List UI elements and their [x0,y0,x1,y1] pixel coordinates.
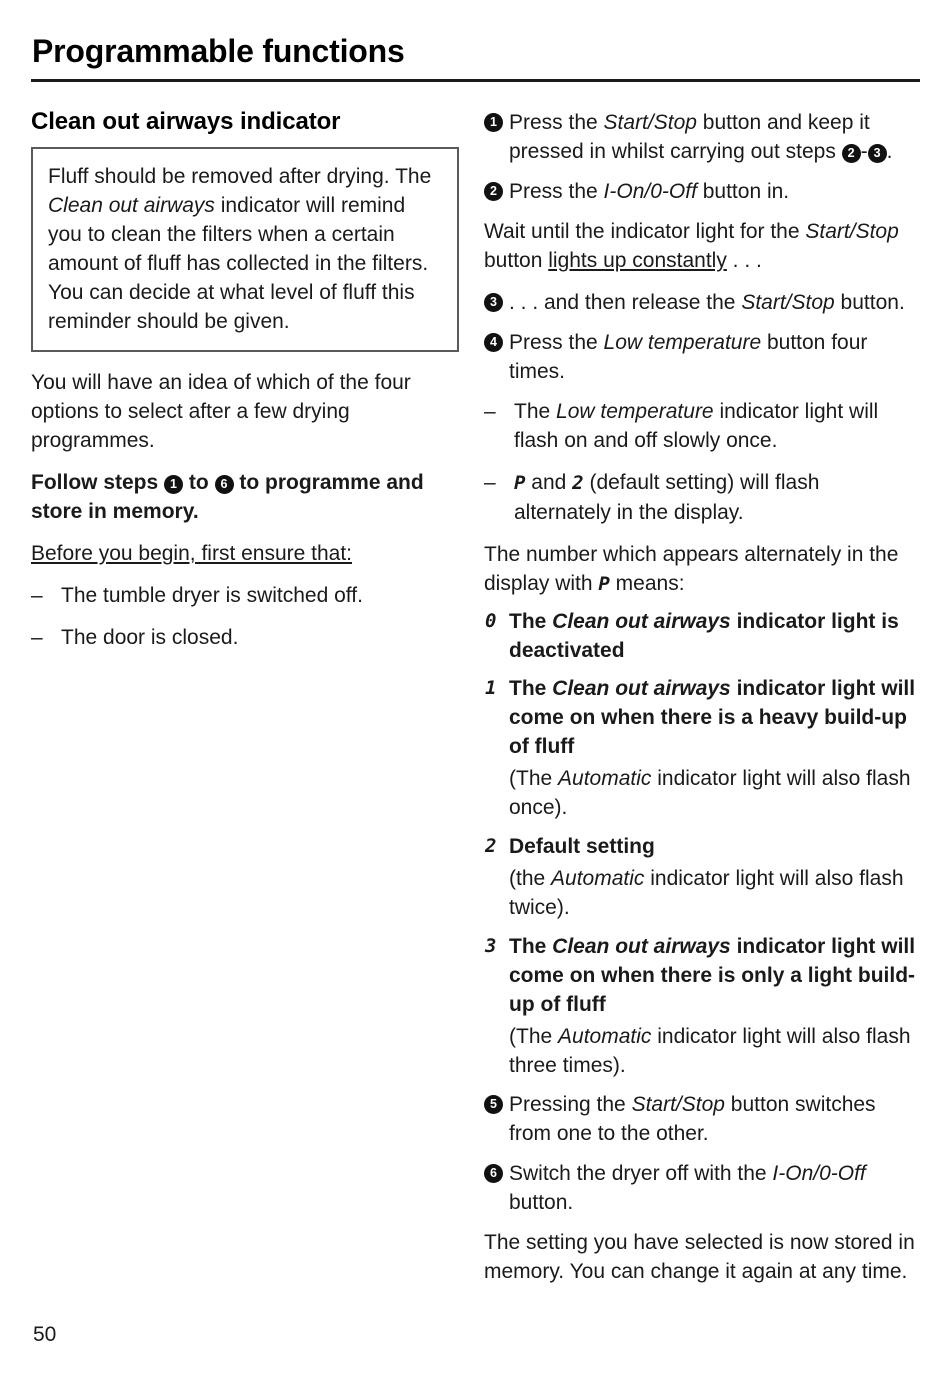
step-number-1: 1 [484,113,503,132]
option-1-note-b: indicator light will also flash once). [509,767,911,819]
number-meaning-text-b: means: [609,572,685,595]
dash-marker: – [31,626,43,649]
option-marker-3: 3 [485,935,497,957]
step-4-text-b: button four times. [509,331,868,383]
step-6-italic-a: I-On/0-Off [772,1162,866,1185]
number-meaning-text-a: The number which appears alternately in the display with [484,543,899,595]
dash-marker: – [484,400,496,423]
step-3 [484,288,920,317]
option-1-note-a: (The [509,767,559,790]
follow-steps-part-1: Follow steps [31,471,165,494]
option-3-note-a: (The [509,1025,559,1048]
option-1 [484,674,920,761]
step-bullet-1: 1 [164,475,183,494]
display-code-2: 2 [572,472,584,494]
step-1-text-b: button and keep it pressed in whilst carrying out steps [509,111,870,163]
dash-display-text-a: and [525,471,573,494]
step-1-text-c: . [886,140,893,163]
display-code-p-inline: P [598,573,610,595]
step-ref-2: 2 [842,144,861,163]
option-1-text-a: The [509,677,553,700]
option-3 [484,932,920,1019]
wait-paragraph [484,217,920,275]
step-2 [484,177,920,206]
dash-marker: – [484,471,496,494]
option-3-note-italic: Automatic [558,1025,652,1048]
step-5 [484,1090,920,1148]
option-3-italic-a: Clean out airways [552,935,731,958]
option-marker-2: 2 [485,835,497,857]
step-2-text-a: Press the [509,180,604,203]
option-0-text-a: The [509,610,553,633]
option-0 [484,607,920,665]
step-4-text-a: Press the [509,331,604,354]
option-2-note-italic: Automatic [551,867,645,890]
list-item-label: The tumble dryer is switched off. [61,584,363,607]
wait-text-c: . . . [726,249,762,272]
left-column [31,108,461,665]
wait-italic-a: Start/Stop [805,220,899,243]
info-box-text [48,162,442,336]
right-column [484,108,920,1299]
list-item-label: The door is closed. [61,626,239,649]
wait-text-b: button [484,249,549,272]
step-6-text-b: button. [509,1191,574,1214]
option-2-note-b: indicator light will also flash twice). [509,867,904,919]
option-3-note-b: indicator light will also flash three times). [509,1025,911,1077]
step-5-italic-a: Start/Stop [631,1093,725,1116]
closing-paragraph: The setting you have selected is now stored in memory. You can change it again at any time. [484,1231,915,1283]
left-paragraph-1: You will have an idea of which of the four options to select after a few drying programmes. [31,371,411,452]
list-item [484,397,920,455]
follow-steps-part-2: to [183,471,215,494]
step-ref-separator: - [860,140,868,163]
step-number-6: 6 [484,1164,503,1183]
dash-text-b: indicator light will flash on and off slowly once. [514,400,879,452]
option-1-note [484,764,920,822]
step-1 [484,108,920,166]
dash-text-a: The [514,400,557,423]
dash-italic-a: Low temperature [556,400,714,423]
page-title: Programmable functions [32,33,405,69]
step-number-5: 5 [484,1095,503,1114]
step-5-text-a: Pressing the [509,1093,632,1116]
option-3-note [484,1022,920,1080]
option-1-italic-a: Clean out airways [552,677,731,700]
step-4-italic-a: Low temperature [603,331,762,354]
section-title: Clean out airways indicator [31,108,341,135]
step-6 [484,1159,920,1217]
step-number-3: 3 [484,293,503,312]
info-box [31,147,459,352]
number-meaning-paragraph [484,540,920,599]
page-number: 50 [33,1323,57,1346]
option-0-text-b: indicator light is deactivated [509,610,899,662]
step-2-text-b: button in. [696,180,790,203]
option-2-text-a: Default setting [509,835,655,858]
option-2 [484,832,920,861]
option-0-italic-a: Clean out airways [552,610,731,633]
step-1-italic-a: Start/Stop [603,111,697,134]
list-item [31,581,461,610]
wait-text-a: Wait until the indicator light for the [484,220,806,243]
display-code-p: P [514,472,526,494]
follow-steps-part-3: to programme and store in memory. [31,471,424,523]
option-3-text-b: indicator light will come on when there is only a light build-up of fluff [509,935,916,1016]
info-italic-1: Clean out airways [48,194,215,217]
option-2-note-a: (the [509,867,552,890]
list-item [31,623,461,652]
option-marker-1: 1 [485,677,497,699]
step-3-text-a: . . . and then release the [509,291,742,314]
option-2-note [484,864,920,922]
step-bullet-6: 6 [215,475,234,494]
info-text-1: Fluff should be removed after drying. The [48,165,432,188]
step-number-4: 4 [484,333,503,352]
dash-marker: – [31,584,43,607]
option-1-text-b: indicator light will come on when there is a heavy build-up of fluff [509,677,916,758]
list-item [484,468,920,527]
wait-underline-a: lights up constantly [548,249,727,272]
info-text-2: indicator will remind you to clean the filters when a certain amount of fluff has collected in the filters. You can decide at what level of fluff this reminder should be given. [48,194,429,333]
step-3-text-b: button. [834,291,905,314]
before-you-begin-heading: Before you begin, first ensure that: [31,542,353,565]
option-marker-0: 0 [485,610,497,632]
step-1-text-a: Press the [509,111,604,134]
option-1-note-italic: Automatic [558,767,652,790]
step-ref-3: 3 [868,144,887,163]
step-3-italic-a: Start/Stop [741,291,835,314]
step-6-text-a: Switch the dryer off with the [509,1162,773,1185]
follow-steps-paragraph [31,468,461,526]
step-number-2: 2 [484,182,503,201]
step-4 [484,328,920,386]
option-3-text-a: The [509,935,553,958]
header-divider [31,79,920,82]
step-5-text-b: button switches from one to the other. [509,1093,876,1145]
dash-display-text-b: (default setting) will flash alternately in the display. [514,471,820,524]
step-2-italic-a: I-On/0-Off [603,180,697,203]
